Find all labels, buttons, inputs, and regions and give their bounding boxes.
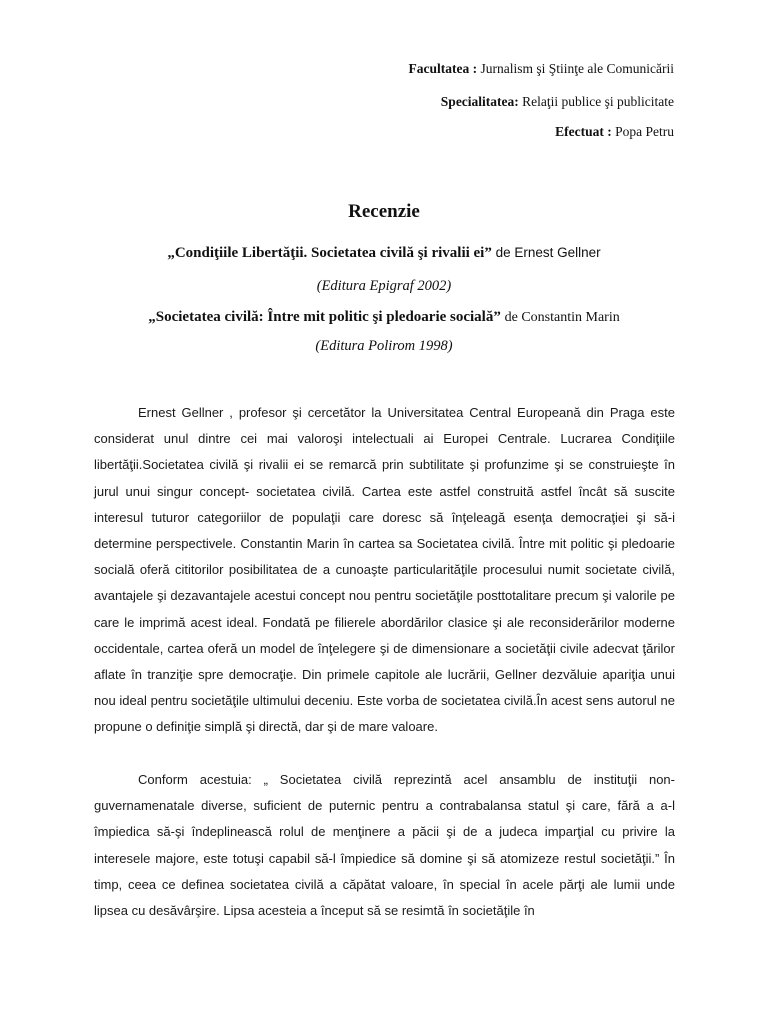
book-1-heading — [40, 245, 728, 262]
book-2-publisher: (Editura Polirom 1998) — [315, 338, 453, 354]
faculty-line — [409, 61, 674, 77]
paragraph-1: Ernest Gellner , profesor şi cercetător la Universitatea Central Europeană din Praga este considerat unul dintre cei mai valoroşi intelectuali ai Europei Centrale. Lucrarea Condiţiile libertăţii.Societatea civilă şi rivalii ei se remarcă prin subtilitate şi profunzime şi se construieşte în jurul unui singur concept- societatea civilă. Cartea este astfel construită astfel încât să suscite interesul tuturor categoriilor de populaţii care doresc să înţeleagă esenţa democraţiei şi să-i determine perspectivele. Constantin Marin în cartea sa Societatea civilă. Între mit politic şi pledoarie socială oferă cititorilor posibilitatea de a cunoaşte particularităţile procesului numit societate civilă, avantajele şi dezavantajele acestui concept nou pentru societăţile posttotalitare precum şi valorile pe care le imprimă acest ideal. Fondată pe filierele abordărilor clasice şi ale reconsiderărilor moderne occidentale, cartea oferă un model de înţelegere şi de dimensionare a societăţii civile adecvat ţărilor aflate în tranziţie spre democraţie. Din primele capitole ale lucrării, Gellner dezvăluie apariţia unui nou ideal pentru societăţile ultimului deceniu. Este vorba de societatea civilă.În acest sens autorul ne propune o definiţie simplă şi directă, dar şi de mare valoare. — [94, 405, 675, 735]
document-title: Recenzie — [348, 201, 420, 222]
book-1-title: „Condiţiile Libertăţii. Societatea civilă şi rivalii ei” — [167, 245, 492, 261]
book-1-author: de Ernest Gellner — [495, 245, 601, 260]
book-1-publisher: (Editura Epigraf 2002) — [316, 278, 452, 294]
faculty-label: Facultatea : — [408, 61, 478, 76]
specialty-line — [441, 94, 674, 110]
author-line — [555, 124, 674, 140]
paragraph-2: Conform acestuia: „ Societatea civilă reprezintă acel ansamblu de instituţii non-guvernamenatale diverse, suficient de puternic pentru a contrabalansa statul şi care, fără a a-l împiedica să-şi îndeplinească rolul de menţinere a păcii şi de a judeca imparţial cu privire la interesele majore, este totuşi capabil să-l împiedice să domine şi să atomizeze restul societăţii.” În timp, ceea ce definea societatea civilă a căpătat valoare, în special în acele părţi ale lumii unde lipsea cu desăvârşire. Lipsa acesteia a început să se resimtă în societăţile în — [94, 772, 675, 919]
specialty-label: Specialitatea: — [440, 94, 519, 109]
book-2-author: de Constantin Marin — [504, 310, 620, 325]
faculty-value: Jurnalism şi Ştiinţe ale Comunicării — [480, 61, 674, 76]
book-2-heading — [40, 309, 728, 326]
specialty-value: Relaţii publice şi publicitate — [522, 94, 674, 109]
author-label: Efectuat : — [555, 124, 612, 139]
author-value: Popa Petru — [615, 124, 674, 139]
book-2-title: „Societatea civilă: Între mit politic şi pledoarie socială” — [148, 309, 501, 325]
